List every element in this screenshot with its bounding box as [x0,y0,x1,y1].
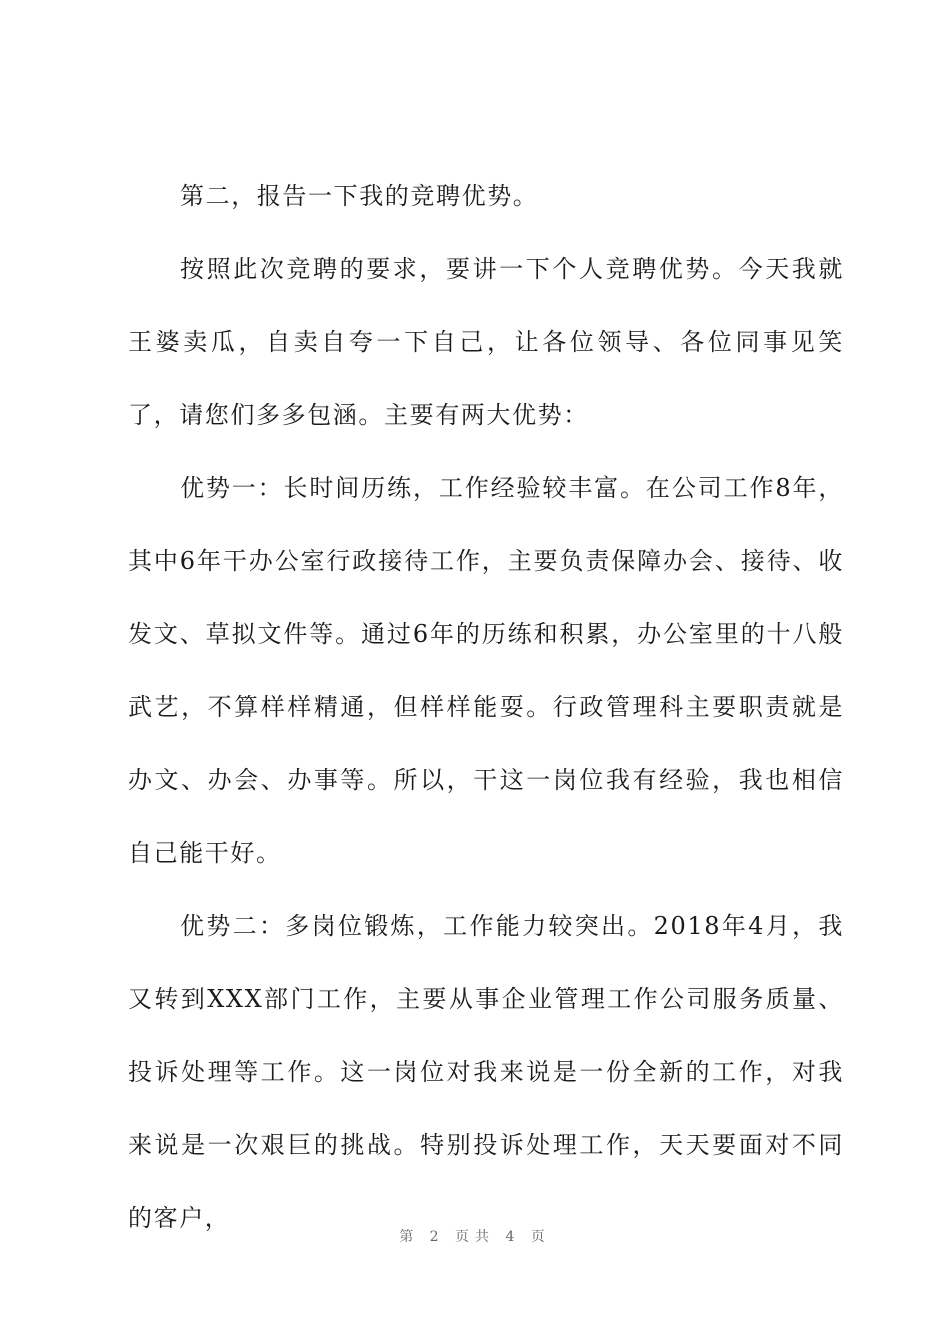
paragraph-heading-advantages: 第二，报告一下我的竞聘优势。 [180,182,539,210]
page-number-footer: 第 2 页共 4 页 [399,1229,551,1245]
paragraph-advantage-one: 优势一：长时间历练，工作经验较丰富。在公司工作8年，其中6年干办公室行政接待工作，主要负责保障办会、接待、收发文、草拟文件等。通过6年的历练和积累，办公室里的十八般武艺，不算样样精通，但样样能耍。行政管理科主要职责就是办文、办会、办事等。所以，干这一岗位我有经验，我也相信自己能干好。 [128,474,844,867]
paragraph-advantage-two: 优势二：多岗位锻炼，工作能力较突出。2018年4月，我又转到XXX部门工作，主要从事企业管理工作公司服务质量、投诉处理等工作。这一岗位对我来说是一份全新的工作，对我来说是一次艰巨的挑战。特别投诉处理工作，天天要面对不同的客户， [128,912,844,1232]
document-body [128,160,844,1255]
paragraph-intro: 按照此次竞聘的要求，要讲一下个人竞聘优势。今天我就王婆卖瓜，自卖自夸一下自己，让各位领导、各位同事见笑了，请您们多多包涵。主要有两大优势： [128,255,844,429]
